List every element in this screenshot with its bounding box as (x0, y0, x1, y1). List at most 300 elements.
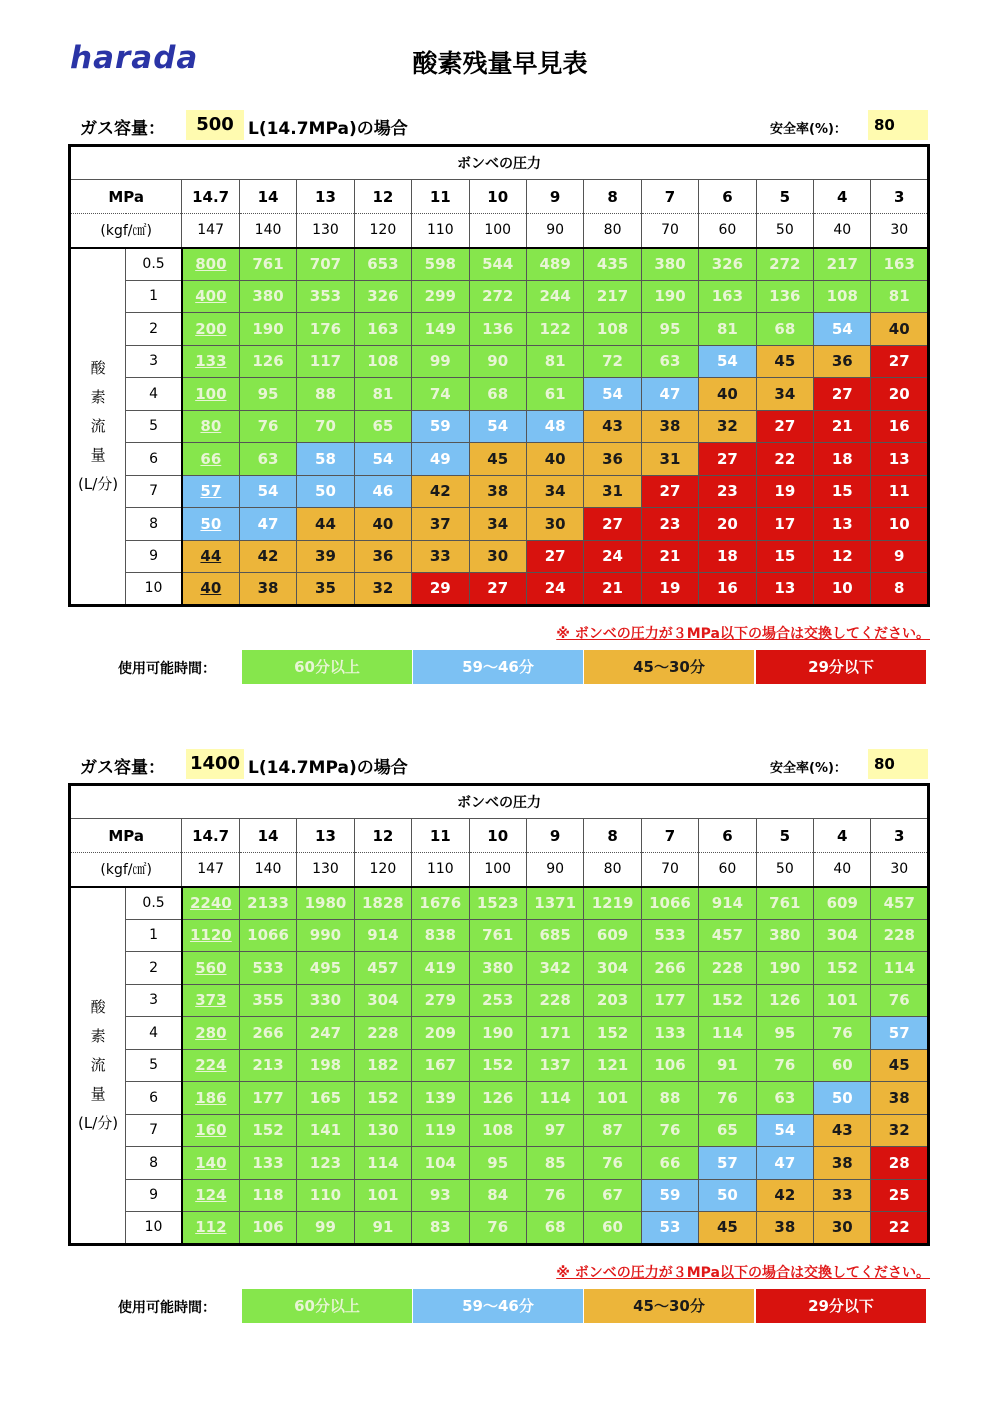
time-cell: 272 (469, 280, 526, 313)
flow-rate-label (70, 248, 126, 606)
table-header (68, 110, 930, 142)
mpa-value: 11 (412, 180, 469, 214)
time-cell: 60 (584, 1212, 641, 1245)
flow-row (70, 1147, 929, 1180)
time-cell: 54 (469, 410, 526, 443)
time-cell: 95 (469, 1147, 526, 1180)
mpa-value: 9 (526, 819, 583, 853)
flow-rate-value: 8 (126, 1147, 182, 1180)
mpa-value: 3 (871, 819, 929, 853)
time-cell: 76 (814, 1017, 871, 1050)
time-cell: 23 (699, 475, 756, 508)
time-cell: 81 (871, 280, 929, 313)
time-cell: 36 (584, 443, 641, 476)
time-cell: 68 (756, 313, 813, 346)
mpa-value: 14 (239, 819, 296, 853)
time-cell: 609 (814, 887, 871, 920)
time-cell: 244 (526, 280, 583, 313)
time-cell: 108 (354, 345, 411, 378)
kgf-value: 30 (871, 853, 929, 887)
kgf-row (70, 214, 929, 248)
time-cell: 16 (699, 573, 756, 606)
remaining-time-table (68, 783, 930, 1246)
time-cell: 31 (641, 443, 698, 476)
time-cell: 50 (814, 1082, 871, 1115)
time-cell: 380 (756, 919, 813, 952)
time-cell: 137 (526, 1049, 583, 1082)
time-cell: 213 (239, 1049, 296, 1082)
kgf-label: (kgf/㎠) (70, 853, 182, 887)
time-cell: 45 (469, 443, 526, 476)
time-cell: 139 (412, 1082, 469, 1115)
kgf-value: 80 (584, 853, 641, 887)
time-cell: 63 (239, 443, 296, 476)
time-cell: 280 (182, 1017, 239, 1050)
time-cell: 152 (814, 952, 871, 985)
time-cell: 117 (297, 345, 354, 378)
kgf-value: 40 (814, 853, 871, 887)
time-cell: 177 (641, 984, 698, 1017)
flow-row (70, 475, 929, 508)
flow-row (70, 378, 929, 411)
time-cell: 66 (641, 1147, 698, 1180)
mpa-value: 13 (297, 180, 354, 214)
harada-logo: harada (70, 40, 199, 76)
time-cell: 121 (584, 1049, 641, 1082)
time-cell: 266 (239, 1017, 296, 1050)
legend-item: 29分以下 (756, 1289, 926, 1323)
time-cell: 126 (239, 345, 296, 378)
time-cell: 228 (526, 984, 583, 1017)
time-cell: 57 (182, 475, 239, 508)
time-cell: 176 (297, 313, 354, 346)
time-cell: 13 (871, 443, 929, 476)
time-cell: 42 (756, 1179, 813, 1212)
time-cell: 15 (814, 475, 871, 508)
time-cell: 253 (469, 984, 526, 1017)
flow-row (70, 345, 929, 378)
time-cell: 44 (182, 540, 239, 573)
kgf-value: 50 (756, 853, 813, 887)
time-cell: 685 (526, 919, 583, 952)
time-cell: 326 (354, 280, 411, 313)
time-cell: 101 (814, 984, 871, 1017)
time-cell: 186 (182, 1082, 239, 1115)
time-cell: 27 (814, 378, 871, 411)
time-cell: 106 (641, 1049, 698, 1082)
time-cell: 42 (239, 540, 296, 573)
time-cell: 97 (526, 1114, 583, 1147)
time-cell: 133 (641, 1017, 698, 1050)
time-cell: 60 (814, 1049, 871, 1082)
flow-rate-value: 9 (126, 540, 182, 573)
time-cell: 598 (412, 248, 469, 281)
time-cell: 400 (182, 280, 239, 313)
time-cell: 22 (756, 443, 813, 476)
time-cell: 43 (584, 410, 641, 443)
legend-item: 59〜46分 (413, 1289, 583, 1323)
flow-row (70, 443, 929, 476)
safety-value: 80 (868, 749, 928, 779)
flow-rate-value: 0.5 (126, 248, 182, 281)
flow-label-line: 酸 (90, 358, 106, 377)
time-cell: 190 (239, 313, 296, 346)
time-cell: 27 (584, 508, 641, 541)
flow-row (70, 1114, 929, 1147)
time-cell: 85 (526, 1147, 583, 1180)
time-cell: 30 (469, 540, 526, 573)
time-cell: 18 (699, 540, 756, 573)
time-cell: 54 (756, 1114, 813, 1147)
time-cell: 34 (469, 508, 526, 541)
time-cell: 136 (469, 313, 526, 346)
flow-row (70, 280, 929, 313)
time-cell: 228 (354, 1017, 411, 1050)
time-cell: 228 (871, 919, 929, 952)
time-cell: 37 (412, 508, 469, 541)
time-cell: 190 (641, 280, 698, 313)
kgf-value: 60 (699, 853, 756, 887)
flow-row (70, 540, 929, 573)
time-cell: 54 (584, 378, 641, 411)
mpa-value: 10 (469, 819, 526, 853)
time-cell: 104 (412, 1147, 469, 1180)
legend-item: 60分以上 (242, 650, 412, 684)
flow-row (70, 984, 929, 1017)
time-cell: 35 (297, 573, 354, 606)
time-cell: 16 (871, 410, 929, 443)
time-cell: 914 (699, 887, 756, 920)
mpa-value: 14.7 (182, 819, 239, 853)
mpa-row (70, 180, 929, 214)
time-cell: 419 (412, 952, 469, 985)
time-cell: 304 (814, 919, 871, 952)
time-cell: 27 (469, 573, 526, 606)
remaining-time-table (68, 144, 930, 607)
time-cell: 112 (182, 1212, 239, 1245)
time-cell: 50 (699, 1179, 756, 1212)
time-cell: 533 (239, 952, 296, 985)
flow-row (70, 1179, 929, 1212)
time-cell: 152 (584, 1017, 641, 1050)
time-cell: 130 (354, 1114, 411, 1147)
time-cell: 23 (641, 508, 698, 541)
title-row (70, 146, 929, 180)
time-cell: 342 (526, 952, 583, 985)
flow-label-line: 量 (90, 1084, 106, 1103)
flow-rate-value: 2 (126, 313, 182, 346)
time-cell: 40 (871, 313, 929, 346)
time-cell: 25 (871, 1179, 929, 1212)
time-cell: 34 (756, 378, 813, 411)
time-cell: 88 (297, 378, 354, 411)
mpa-value: 12 (354, 819, 411, 853)
time-cell: 114 (699, 1017, 756, 1050)
time-cell: 110 (297, 1179, 354, 1212)
time-cell: 68 (469, 378, 526, 411)
time-cell: 54 (814, 313, 871, 346)
time-cell: 21 (641, 540, 698, 573)
time-cell: 123 (297, 1147, 354, 1180)
legend-item: 29分以下 (756, 650, 926, 684)
time-cell: 24 (526, 573, 583, 606)
time-cell: 74 (412, 378, 469, 411)
time-cell: 27 (526, 540, 583, 573)
time-cell: 31 (584, 475, 641, 508)
time-cell: 707 (297, 248, 354, 281)
time-cell: 63 (756, 1082, 813, 1115)
time-cell: 95 (239, 378, 296, 411)
kgf-value: 30 (871, 214, 929, 248)
time-cell: 81 (354, 378, 411, 411)
flow-rate-value: 2 (126, 952, 182, 985)
time-cell: 101 (584, 1082, 641, 1115)
time-cell: 190 (469, 1017, 526, 1050)
flow-label-line: (L/分) (78, 474, 119, 493)
mpa-value: 12 (354, 180, 411, 214)
time-cell: 182 (354, 1049, 411, 1082)
mpa-label: MPa (70, 819, 182, 853)
time-cell: 12 (814, 540, 871, 573)
time-cell: 653 (354, 248, 411, 281)
time-cell: 28 (871, 1147, 929, 1180)
time-cell: 34 (526, 475, 583, 508)
time-cell: 57 (871, 1017, 929, 1050)
time-cell: 108 (814, 280, 871, 313)
time-cell: 11 (871, 475, 929, 508)
time-cell: 106 (239, 1212, 296, 1245)
flow-rate-value: 5 (126, 1049, 182, 1082)
time-cell: 838 (412, 919, 469, 952)
time-cell: 40 (699, 378, 756, 411)
legend-item: 60分以上 (242, 1289, 412, 1323)
time-cell: 167 (412, 1049, 469, 1082)
time-cell: 126 (756, 984, 813, 1017)
kgf-value: 120 (354, 853, 411, 887)
time-cell: 76 (526, 1179, 583, 1212)
time-cell: 95 (641, 313, 698, 346)
flow-row (70, 1017, 929, 1050)
time-cell: 380 (469, 952, 526, 985)
cylinder-pressure-title: ボンベの圧力 (70, 785, 929, 819)
replace-note: ※ ボンベの圧力が３MPa以下の場合は交換してください。 (556, 626, 930, 642)
flow-row (70, 887, 929, 920)
time-cell: 330 (297, 984, 354, 1017)
time-cell: 304 (584, 952, 641, 985)
flow-label-line: 流 (90, 416, 106, 435)
flow-rate-value: 7 (126, 1114, 182, 1147)
time-cell: 149 (412, 313, 469, 346)
time-cell: 165 (297, 1082, 354, 1115)
time-cell: 457 (699, 919, 756, 952)
time-cell: 67 (584, 1179, 641, 1212)
kgf-value: 147 (182, 214, 239, 248)
time-cell: 47 (641, 378, 698, 411)
time-cell: 141 (297, 1114, 354, 1147)
capacity-value: 1400 (186, 749, 244, 779)
kgf-value: 70 (641, 853, 698, 887)
kgf-value: 40 (814, 214, 871, 248)
flow-label-line: 量 (90, 445, 106, 464)
time-cell: 177 (239, 1082, 296, 1115)
time-cell: 63 (641, 345, 698, 378)
time-cell: 198 (297, 1049, 354, 1082)
time-cell: 99 (412, 345, 469, 378)
time-cell: 118 (239, 1179, 296, 1212)
flow-rate-value: 6 (126, 1082, 182, 1115)
time-cell: 1371 (526, 887, 583, 920)
time-cell: 1066 (239, 919, 296, 952)
time-cell: 18 (814, 443, 871, 476)
time-cell: 61 (526, 378, 583, 411)
time-cell: 22 (871, 1212, 929, 1245)
time-cell: 800 (182, 248, 239, 281)
time-cell: 1066 (641, 887, 698, 920)
kgf-value: 100 (469, 214, 526, 248)
time-cell: 1120 (182, 919, 239, 952)
time-cell: 544 (469, 248, 526, 281)
mpa-value: 7 (641, 819, 698, 853)
kgf-row (70, 853, 929, 887)
time-cell: 279 (412, 984, 469, 1017)
time-cell: 81 (699, 313, 756, 346)
mpa-value: 5 (756, 819, 813, 853)
mpa-value: 4 (814, 180, 871, 214)
time-cell: 163 (699, 280, 756, 313)
time-cell: 133 (182, 345, 239, 378)
flow-rate-value: 9 (126, 1179, 182, 1212)
time-cell: 19 (641, 573, 698, 606)
time-cell: 32 (354, 573, 411, 606)
time-cell: 190 (756, 952, 813, 985)
flow-label-line: (L/分) (78, 1113, 119, 1132)
time-cell: 20 (699, 508, 756, 541)
time-cell: 76 (871, 984, 929, 1017)
kgf-value: 110 (412, 214, 469, 248)
time-cell: 609 (584, 919, 641, 952)
time-cell: 47 (756, 1147, 813, 1180)
time-cell: 57 (699, 1147, 756, 1180)
time-cell: 66 (182, 443, 239, 476)
time-cell: 95 (756, 1017, 813, 1050)
flow-rate-label (70, 887, 126, 1245)
kgf-value: 130 (297, 853, 354, 887)
page-title: 酸素残量早見表 (412, 49, 588, 78)
flow-rate-value: 4 (126, 378, 182, 411)
time-cell: 81 (526, 345, 583, 378)
time-cell: 761 (756, 887, 813, 920)
time-cell: 93 (412, 1179, 469, 1212)
time-cell: 299 (412, 280, 469, 313)
time-cell: 40 (182, 573, 239, 606)
flow-rate-value: 10 (126, 573, 182, 606)
replace-note: ※ ボンベの圧力が３MPa以下の場合は交換してください。 (556, 1265, 930, 1281)
flow-rate-value: 0.5 (126, 887, 182, 920)
time-cell: 119 (412, 1114, 469, 1147)
mpa-value: 14 (239, 180, 296, 214)
time-cell: 88 (641, 1082, 698, 1115)
time-cell: 217 (584, 280, 641, 313)
time-cell: 45 (699, 1212, 756, 1245)
time-cell: 15 (756, 540, 813, 573)
time-cell: 101 (354, 1179, 411, 1212)
time-cell: 353 (297, 280, 354, 313)
flow-row (70, 919, 929, 952)
time-cell: 373 (182, 984, 239, 1017)
time-cell: 914 (354, 919, 411, 952)
time-cell: 761 (469, 919, 526, 952)
flow-row (70, 1082, 929, 1115)
mpa-value: 10 (469, 180, 526, 214)
kgf-value: 80 (584, 214, 641, 248)
oxygen-table-section (68, 749, 930, 1316)
oxygen-table-section (68, 110, 930, 677)
flow-row (70, 1049, 929, 1082)
time-cell: 30 (526, 508, 583, 541)
cylinder-pressure-title: ボンベの圧力 (70, 146, 929, 180)
time-cell: 247 (297, 1017, 354, 1050)
time-cell: 36 (354, 540, 411, 573)
flow-rate-value: 3 (126, 984, 182, 1017)
flow-row (70, 952, 929, 985)
time-cell: 209 (412, 1017, 469, 1050)
mpa-value: 7 (641, 180, 698, 214)
time-cell: 45 (756, 345, 813, 378)
time-cell: 24 (584, 540, 641, 573)
time-cell: 36 (814, 345, 871, 378)
time-cell: 45 (871, 1049, 929, 1082)
kgf-label: (kgf/㎠) (70, 214, 182, 248)
safety-label: 安全率(%)： (770, 761, 847, 776)
flow-rate-value: 10 (126, 1212, 182, 1245)
kgf-value: 140 (239, 214, 296, 248)
time-cell: 32 (699, 410, 756, 443)
time-cell: 32 (871, 1114, 929, 1147)
time-cell: 44 (297, 508, 354, 541)
time-cell: 40 (526, 443, 583, 476)
time-cell: 171 (526, 1017, 583, 1050)
time-cell: 50 (182, 508, 239, 541)
time-cell: 217 (814, 248, 871, 281)
mpa-value: 4 (814, 819, 871, 853)
time-cell: 40 (354, 508, 411, 541)
time-cell: 100 (182, 378, 239, 411)
mpa-value: 8 (584, 180, 641, 214)
time-cell: 304 (354, 984, 411, 1017)
time-cell: 27 (871, 345, 929, 378)
time-cell: 54 (699, 345, 756, 378)
flow-rate-value: 4 (126, 1017, 182, 1050)
time-cell: 224 (182, 1049, 239, 1082)
flow-label-line: 素 (90, 1026, 106, 1045)
time-cell: 457 (871, 887, 929, 920)
time-cell: 10 (871, 508, 929, 541)
flow-rate-value: 5 (126, 410, 182, 443)
mpa-value: 14.7 (182, 180, 239, 214)
kgf-value: 140 (239, 853, 296, 887)
time-cell: 84 (469, 1179, 526, 1212)
flow-row (70, 248, 929, 281)
legend-label: 使用可能時間： (118, 1300, 216, 1316)
kgf-value: 100 (469, 853, 526, 887)
time-cell: 72 (584, 345, 641, 378)
time-cell: 91 (699, 1049, 756, 1082)
mpa-value: 9 (526, 180, 583, 214)
time-cell: 53 (641, 1212, 698, 1245)
time-cell: 21 (584, 573, 641, 606)
time-cell: 380 (239, 280, 296, 313)
flow-row (70, 573, 929, 606)
